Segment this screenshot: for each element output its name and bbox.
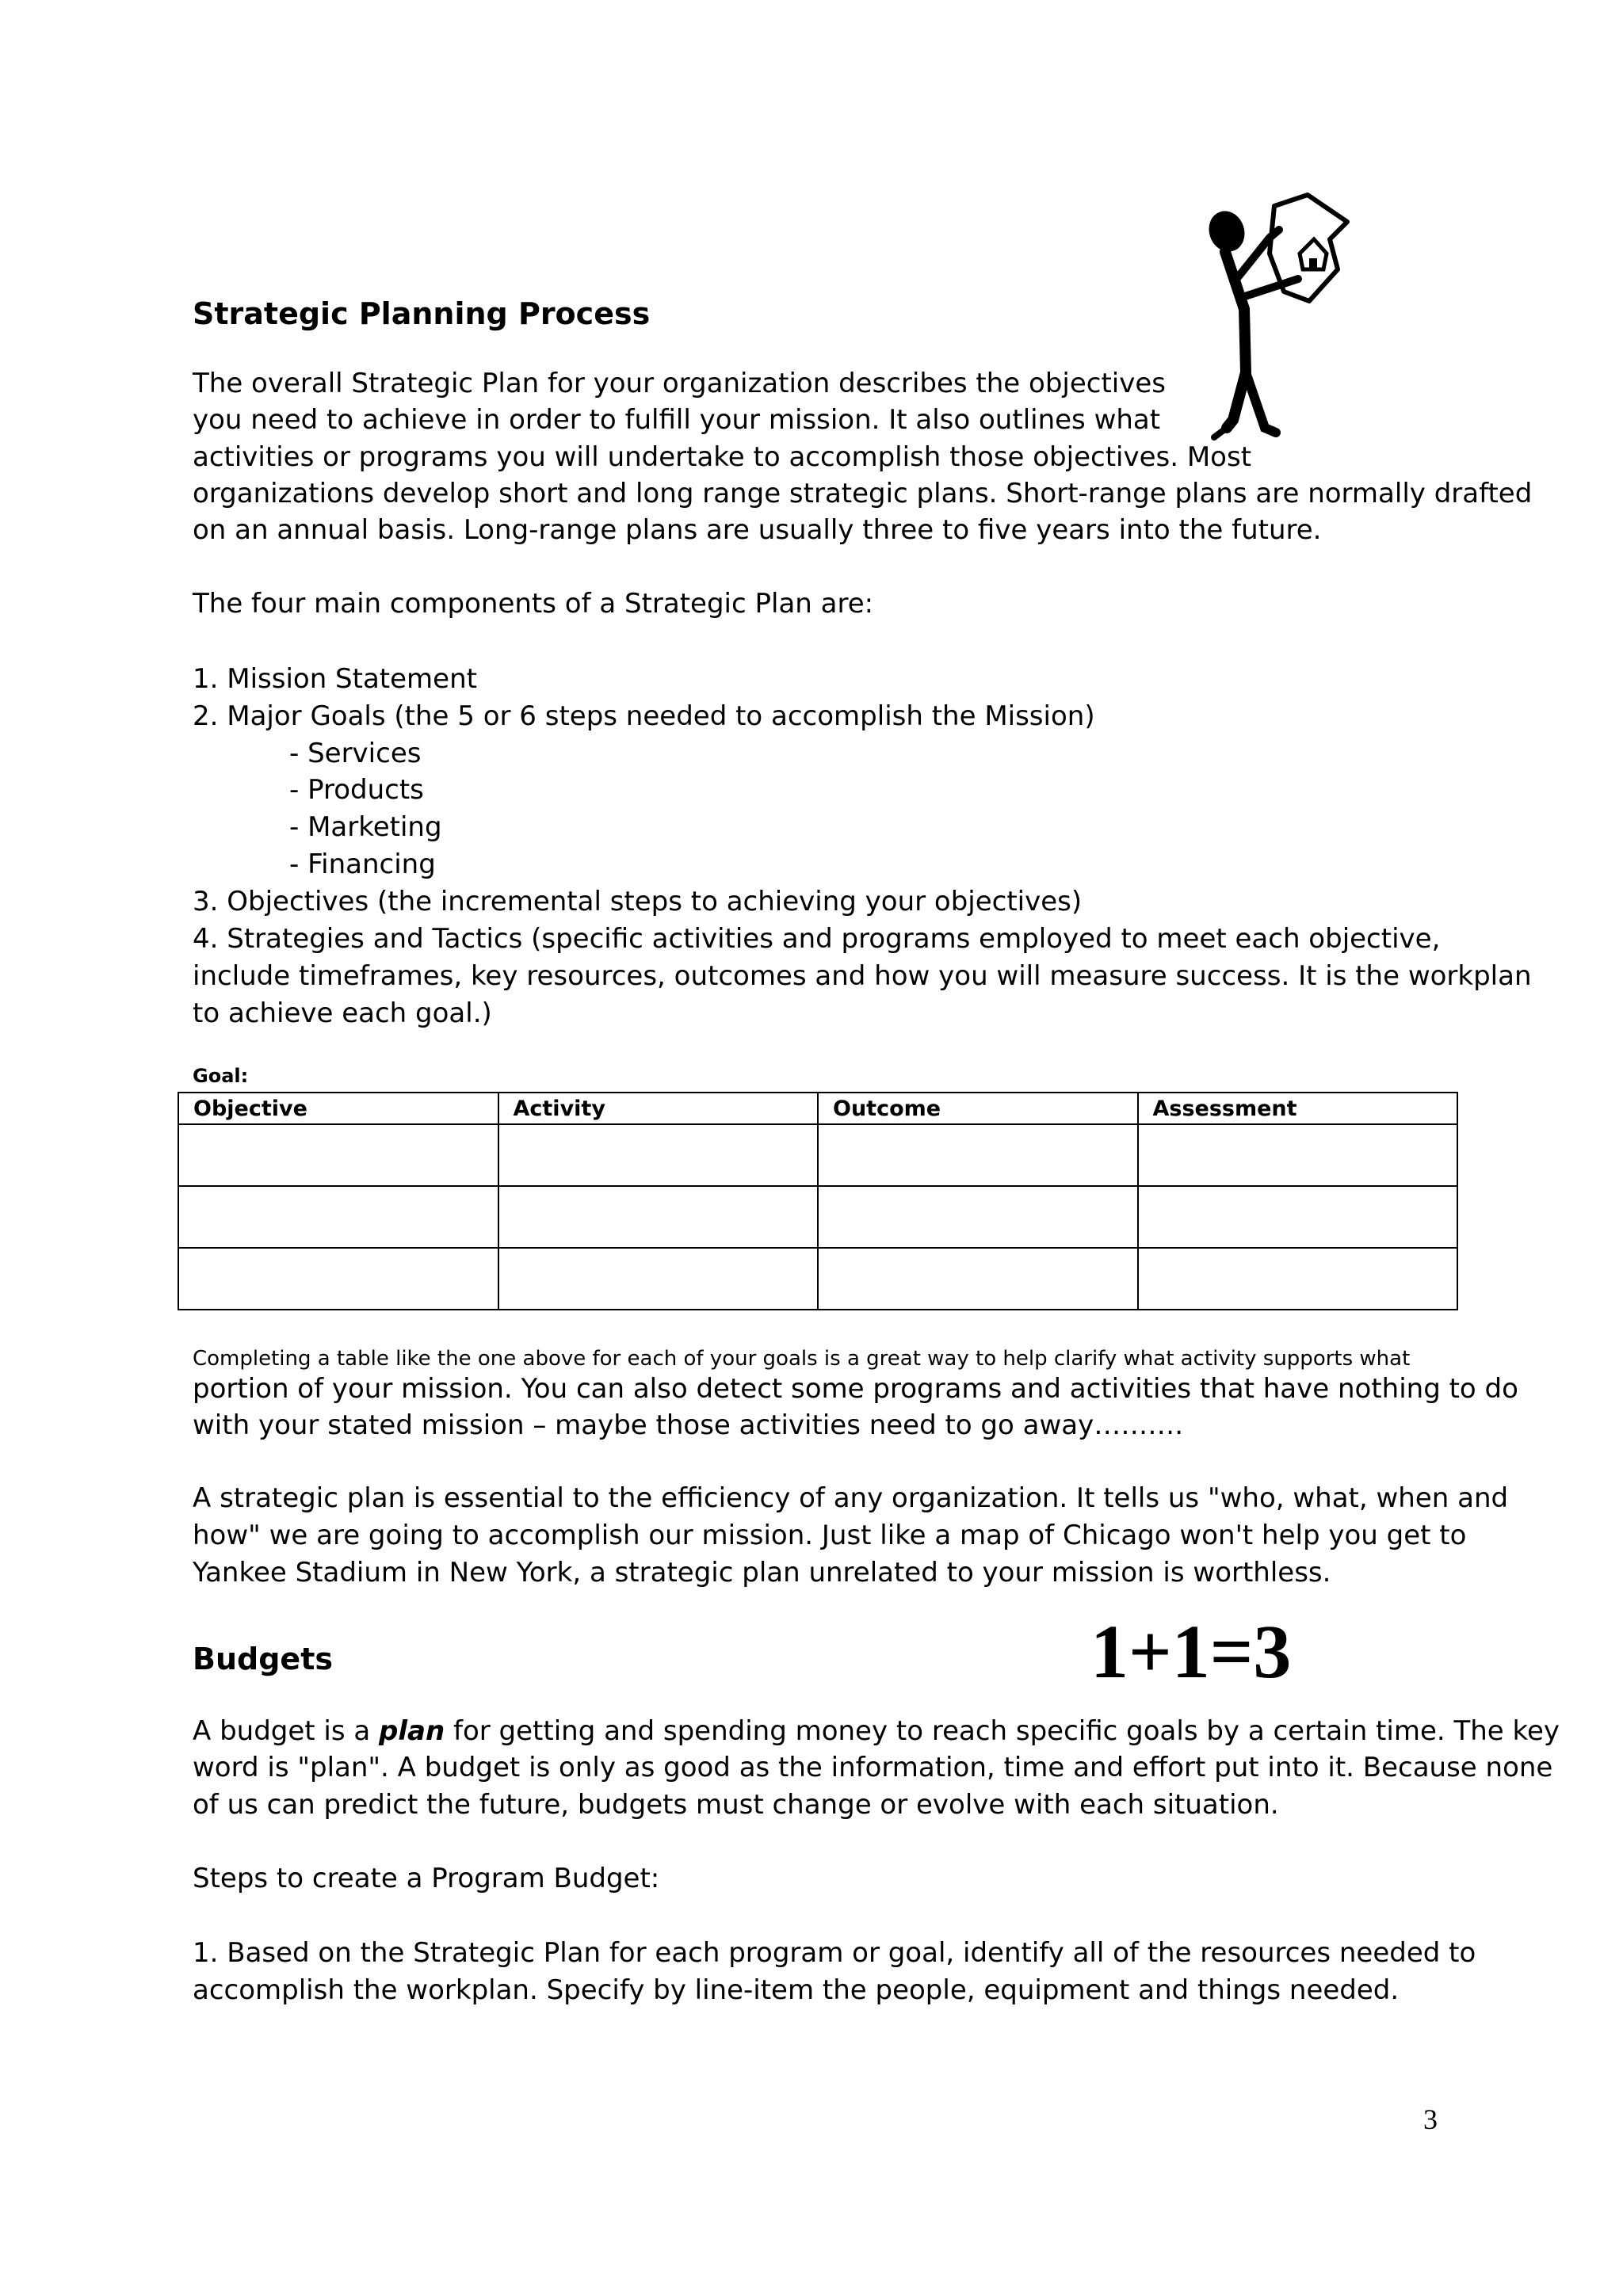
- intro-line: organizations develop short and long range strategic plans. Short-range plans are normally drafted: [193, 478, 1533, 509]
- table-cell: [818, 1124, 1138, 1186]
- list-item-mission: 1. Mission Statement: [193, 663, 477, 695]
- table-cell: [498, 1186, 819, 1248]
- table-cell: [818, 1186, 1138, 1248]
- budget-emphasis: plan: [379, 1715, 445, 1747]
- list-item-strategies: 4. Strategies and Tactics (specific activities and programs employed to meet each objective,: [193, 923, 1441, 955]
- table-cell: [1138, 1124, 1458, 1186]
- table-cell: [818, 1248, 1138, 1310]
- column-header-objective: Objective: [178, 1093, 498, 1124]
- table-row: [178, 1248, 1457, 1310]
- table-cell: [498, 1124, 819, 1186]
- heading-strategic-planning: Strategic Planning Process: [193, 296, 651, 331]
- essential-line: A strategic plan is essential to the efficiency of any organization. It tells us "who, what, when and: [193, 1482, 1509, 1514]
- table-explanation-line: portion of your mission. You can also detect some programs and activities that have nothing to do: [193, 1373, 1518, 1405]
- figure-holding-map-icon: [1197, 190, 1387, 452]
- table-cell: [178, 1186, 498, 1248]
- goal-label: Goal:: [193, 1065, 249, 1087]
- budget-text: A budget is a: [193, 1715, 380, 1747]
- column-header-activity: Activity: [498, 1093, 819, 1124]
- step-line: 1. Based on the Strategic Plan for each program or goal, identify all of the resources needed to: [193, 1937, 1476, 1969]
- intro-line: on an annual basis. Long-range plans are usually three to five years into the future.: [193, 514, 1322, 546]
- budget-line: of us can predict the future, budgets must change or evolve with each situation.: [193, 1789, 1279, 1821]
- essential-line: how" we are going to accomplish our mission. Just like a map of Chicago won't help you get to: [193, 1520, 1467, 1551]
- list-item-strategies-cont: include timeframes, key resources, outcomes and how you will measure success. It is the workplan: [193, 960, 1532, 992]
- page-number: 3: [1423, 2103, 1438, 2135]
- sub-item-services: - Services: [289, 738, 422, 769]
- list-item-goals: 2. Major Goals (the 5 or 6 steps needed to accomplish the Mission): [193, 700, 1095, 732]
- sub-item-marketing: - Marketing: [289, 811, 442, 843]
- table-cell: [1138, 1248, 1458, 1310]
- sub-item-products: - Products: [289, 774, 424, 806]
- heading-budgets: Budgets: [193, 1642, 333, 1676]
- intro-line: activities or programs you will undertake to accomplish those objectives. Most: [193, 441, 1252, 473]
- table-row: [178, 1124, 1457, 1186]
- list-item-objectives: 3. Objectives (the incremental steps to achieving your objectives): [193, 886, 1083, 917]
- essential-line: Yankee Stadium in New York, a strategic plan unrelated to your mission is worthless.: [193, 1557, 1331, 1589]
- budget-text: for getting and spending money to reach specific goals by a certain time. The key: [445, 1715, 1560, 1747]
- steps-intro: Steps to create a Program Budget:: [193, 1863, 660, 1894]
- table-cell: [178, 1248, 498, 1310]
- budget-line: [193, 1713, 1560, 1749]
- table-cell: [498, 1248, 819, 1310]
- table-explanation-line: with your stated mission – maybe those activities need to go away……….: [193, 1409, 1184, 1441]
- intro-line: you need to achieve in order to fulfill your mission. It also outlines what: [193, 404, 1161, 436]
- table-explanation-small: Completing a table like the one above for each of your goals is a great way to help clarify what activity supports what: [193, 1347, 1411, 1371]
- intro-line: The overall Strategic Plan for your organization describes the objectives: [193, 368, 1167, 399]
- equation-graphic: 1+1=3: [1090, 1609, 1292, 1694]
- components-intro: The four main components of a Strategic Plan are:: [193, 588, 874, 620]
- list-item-strategies-cont: to achieve each goal.): [193, 997, 492, 1029]
- step-line: accomplish the workplan. Specify by line-item the people, equipment and things needed.: [193, 1974, 1400, 2006]
- table-cell: [178, 1124, 498, 1186]
- column-header-assessment: Assessment: [1138, 1093, 1458, 1124]
- goal-planning-table: [178, 1092, 1458, 1310]
- table-header-row: [178, 1093, 1457, 1124]
- column-header-outcome: Outcome: [818, 1093, 1138, 1124]
- table-row: [178, 1186, 1457, 1248]
- table-cell: [1138, 1186, 1458, 1248]
- budget-line: word is "plan". A budget is only as good as the information, time and effort put into it. Because none: [193, 1752, 1553, 1783]
- sub-item-financing: - Financing: [289, 849, 436, 880]
